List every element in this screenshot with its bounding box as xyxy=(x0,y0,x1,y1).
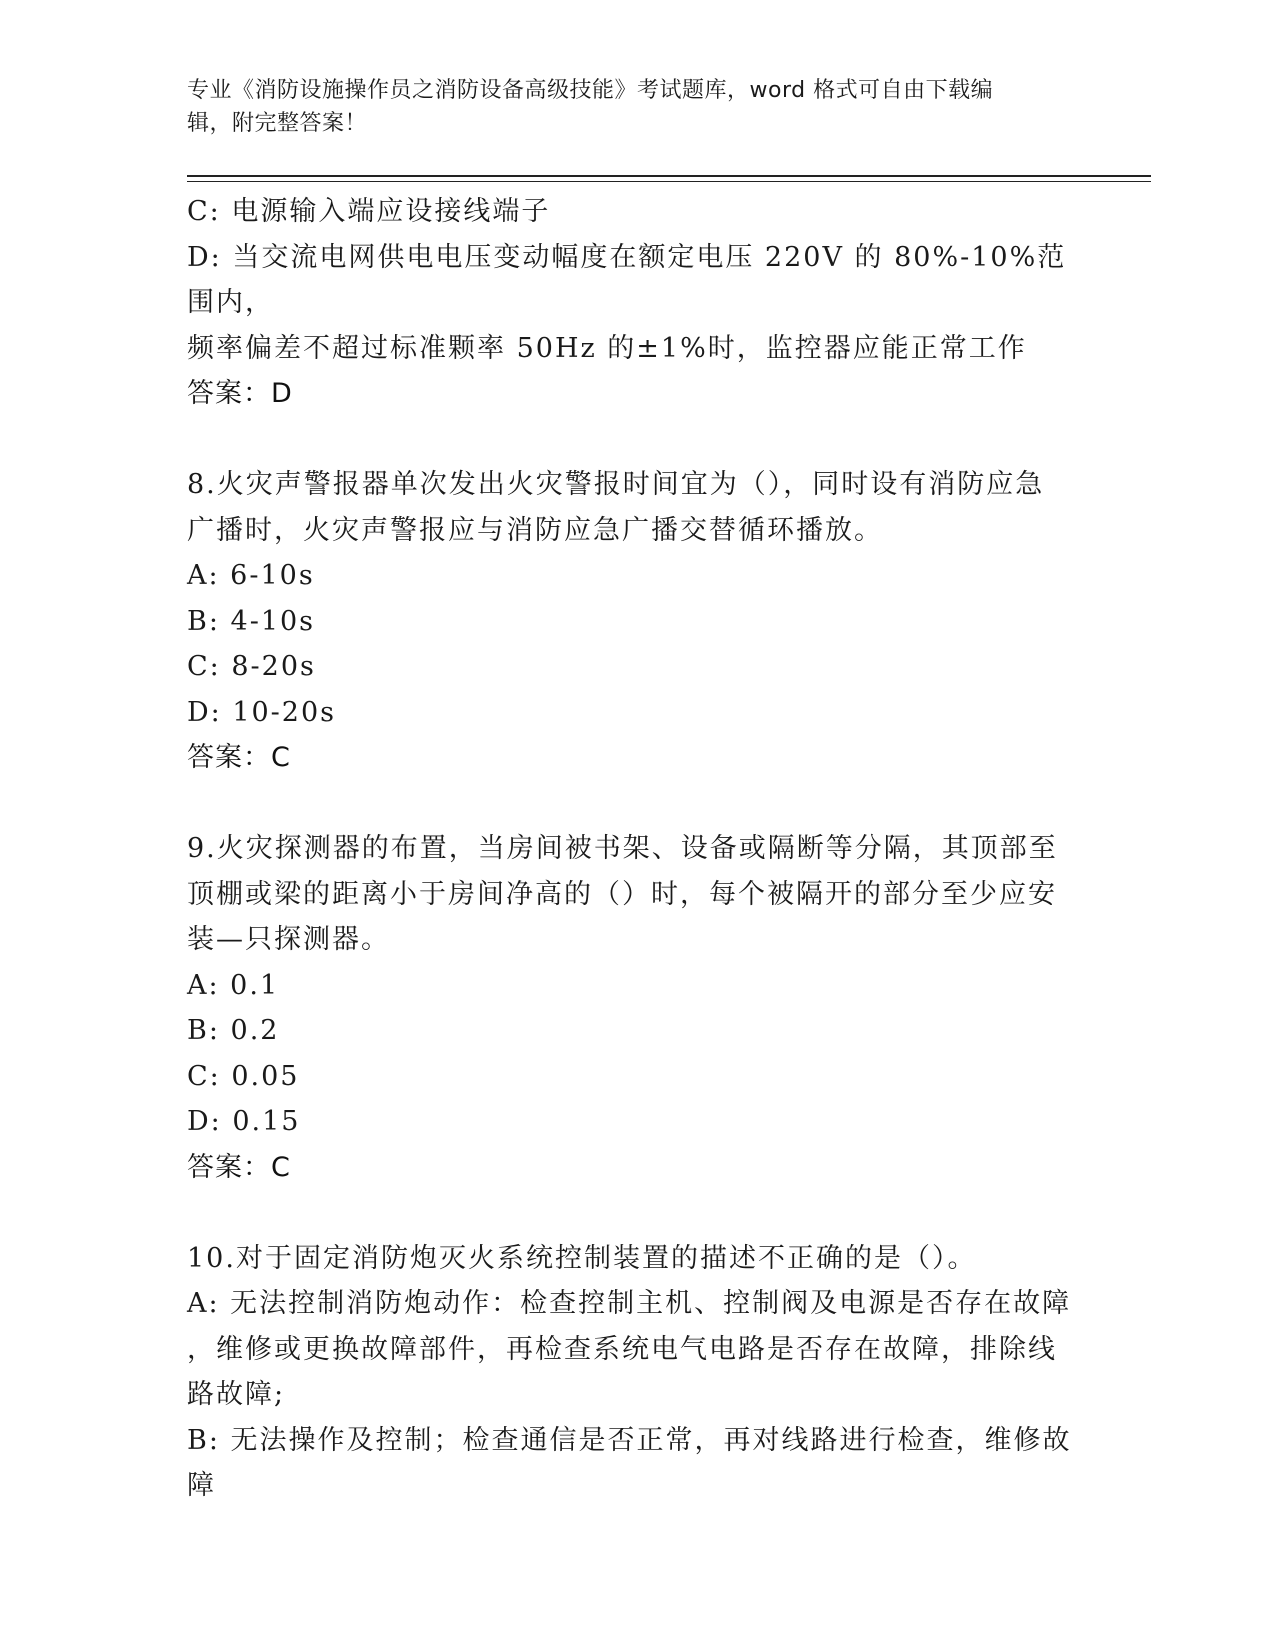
spacer xyxy=(187,1190,1077,1236)
q7-option-c: C: 电源输入端应设接线端子 xyxy=(187,196,551,227)
q9-option-a: A: 0.1 xyxy=(187,969,280,1001)
q10-option-a-line-3: 路故障; xyxy=(187,1379,286,1410)
q8-stem-line-2: 广播时，火灾声警报应与消防应急广播交替循环播放。 xyxy=(187,514,883,546)
question-7 xyxy=(187,189,1077,417)
q7-answer: 答案：D xyxy=(187,378,293,409)
page-header xyxy=(187,74,1067,140)
q10-option-b-line-1: B: 无法操作及控制；检查通信是否正常，再对线路进行检查，维修故 xyxy=(187,1424,1072,1456)
q9-option-c: C: 0.05 xyxy=(187,1060,300,1092)
q10-option-a-line-1: A: 无法控制消防炮动作：检查控制主机、控制阀及电源是否存在故障 xyxy=(187,1288,1072,1319)
q8-option-c: C: 8-20s xyxy=(187,651,316,682)
header-line-2: 辑，附完整答案！ xyxy=(187,111,368,136)
question-8 xyxy=(187,462,1077,781)
q8-stem-line-1: 8.火灾声警报器单次发出火灾警报时间宜为（），同时设有消防应急 xyxy=(187,469,1045,500)
header-rule-thin xyxy=(187,181,1151,182)
q10-stem: 10.对于固定消防炮灭火系统控制装置的描述不正确的是（）。 xyxy=(187,1242,977,1274)
q10-option-a-line-2: ，维修或更换故障部件，再检查系统电气电路是否存在故障，排除线 xyxy=(187,1333,1057,1365)
q10-option-b-line-2: 障 xyxy=(187,1470,216,1501)
q7-option-d-line-2: 频率偏差不超过标准颗率 50Hz 的±1%时，监控器应能正常工作 xyxy=(187,332,1027,364)
spacer xyxy=(187,781,1077,827)
question-10 xyxy=(187,1236,1077,1509)
q7-option-d-line-1: D: 当交流电网供电电压变动幅度在额定电压 220V 的 80%-10%范围内， xyxy=(187,241,1067,318)
header-rule-thick xyxy=(187,175,1151,177)
q9-option-d: D: 0.15 xyxy=(187,1106,301,1137)
q9-stem-line-1: 9.火灾探测器的布置，当房间被书架、设备或隔断等分隔，其顶部至 xyxy=(187,833,1058,864)
q8-option-a: A: 6-10s xyxy=(187,560,315,591)
q9-stem-line-2: 顶棚或梁的距离小于房间净高的（）时，每个被隔开的部分至少应安 xyxy=(187,878,1057,910)
spacer xyxy=(187,417,1077,463)
q9-stem-line-3: 装—只探测器。 xyxy=(187,924,390,955)
q8-option-d: D: 10-20s xyxy=(187,696,337,728)
q8-option-b: B: 4-10s xyxy=(187,605,316,637)
header-line-1: 专业《消防设施操作员之消防设备高级技能》考试题库，word 格式可自由下载编 xyxy=(187,78,994,103)
q9-option-b: B: 0.2 xyxy=(187,1015,280,1046)
q8-answer: 答案：C xyxy=(187,742,291,773)
question-9 xyxy=(187,826,1077,1190)
q9-answer: 答案：C xyxy=(187,1151,291,1183)
question-content xyxy=(187,189,1077,1509)
